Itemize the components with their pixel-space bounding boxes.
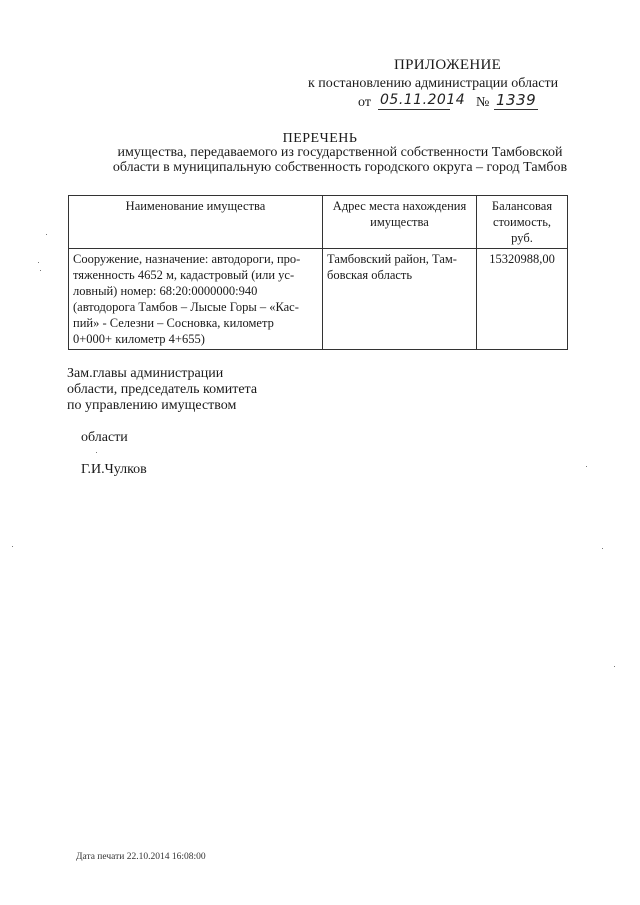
print-date: Дата печати 22.10.2014 16:08:00 xyxy=(76,852,206,862)
cell-property-name xyxy=(69,249,323,350)
header-value-line-2: стоимость, xyxy=(492,215,552,229)
header-address xyxy=(323,196,477,249)
list-subtitle-line-1: имущества, передаваемого из государственной собственности Тамбовской xyxy=(117,145,563,160)
date-underline xyxy=(378,109,450,110)
handwritten-date: 05.11.2014 xyxy=(380,92,466,108)
signature-line-4 xyxy=(67,414,327,494)
property-name-line: Сооружение, назначение: автодороги, про- xyxy=(73,252,301,266)
list-subtitle-line-2: области в муниципальную собственность городского округа – город Тамбов xyxy=(112,160,568,175)
decree-date-line xyxy=(358,92,598,114)
list-subtitle xyxy=(40,145,640,175)
table-row xyxy=(69,249,568,350)
book-value: 15320988,00 xyxy=(489,252,555,266)
cell-book-value xyxy=(477,249,568,350)
header-property-name-text: Наименование имущества xyxy=(125,199,266,213)
list-title: ПЕРЕЧЕНЬ xyxy=(282,131,358,146)
header-address-line-1: Адрес места нахождения xyxy=(332,199,467,213)
cell-address xyxy=(323,249,477,350)
appendix-title: ПРИЛОЖЕНИЕ xyxy=(394,57,502,73)
number-label: № xyxy=(476,95,490,110)
property-name-line: 0+000+ километр 4+655) xyxy=(73,332,205,346)
header-value-line-1: Балансовая xyxy=(491,199,553,213)
date-label: от xyxy=(358,95,371,110)
signature-line-3: по управлению имуществом xyxy=(67,398,237,413)
signature-line-2: области, председатель комитета xyxy=(67,382,258,397)
appendix-subtitle: к постановлению администрации области xyxy=(308,76,559,91)
header-address-line-2: имущества xyxy=(370,215,429,229)
signature-block xyxy=(67,366,327,494)
header-value-line-3: руб. xyxy=(511,231,533,245)
signature-region: области xyxy=(81,430,128,445)
property-name-line: тяженность 4652 м, кадастровый (или ус- xyxy=(73,268,295,282)
handwritten-number: 1339 xyxy=(496,91,537,109)
property-name-line: пий» - Селезни – Сосновка, километр xyxy=(73,316,274,330)
signature-line-1: Зам.главы администрации xyxy=(67,366,224,381)
number-underline xyxy=(494,109,538,110)
header-property-name xyxy=(69,196,323,249)
header-book-value xyxy=(477,196,568,249)
property-name-line: ловный) номер: 68:20:0000000:940 xyxy=(73,284,258,298)
table-header-row xyxy=(69,196,568,249)
property-table xyxy=(68,195,568,350)
address-line: бовская область xyxy=(327,268,413,282)
address-line: Тамбовский район, Там- xyxy=(327,252,457,266)
signatory-name: Г.И.Чулков xyxy=(81,462,147,477)
property-name-line: (автодорога Тамбов – Лысые Горы – «Кас- xyxy=(73,300,299,314)
